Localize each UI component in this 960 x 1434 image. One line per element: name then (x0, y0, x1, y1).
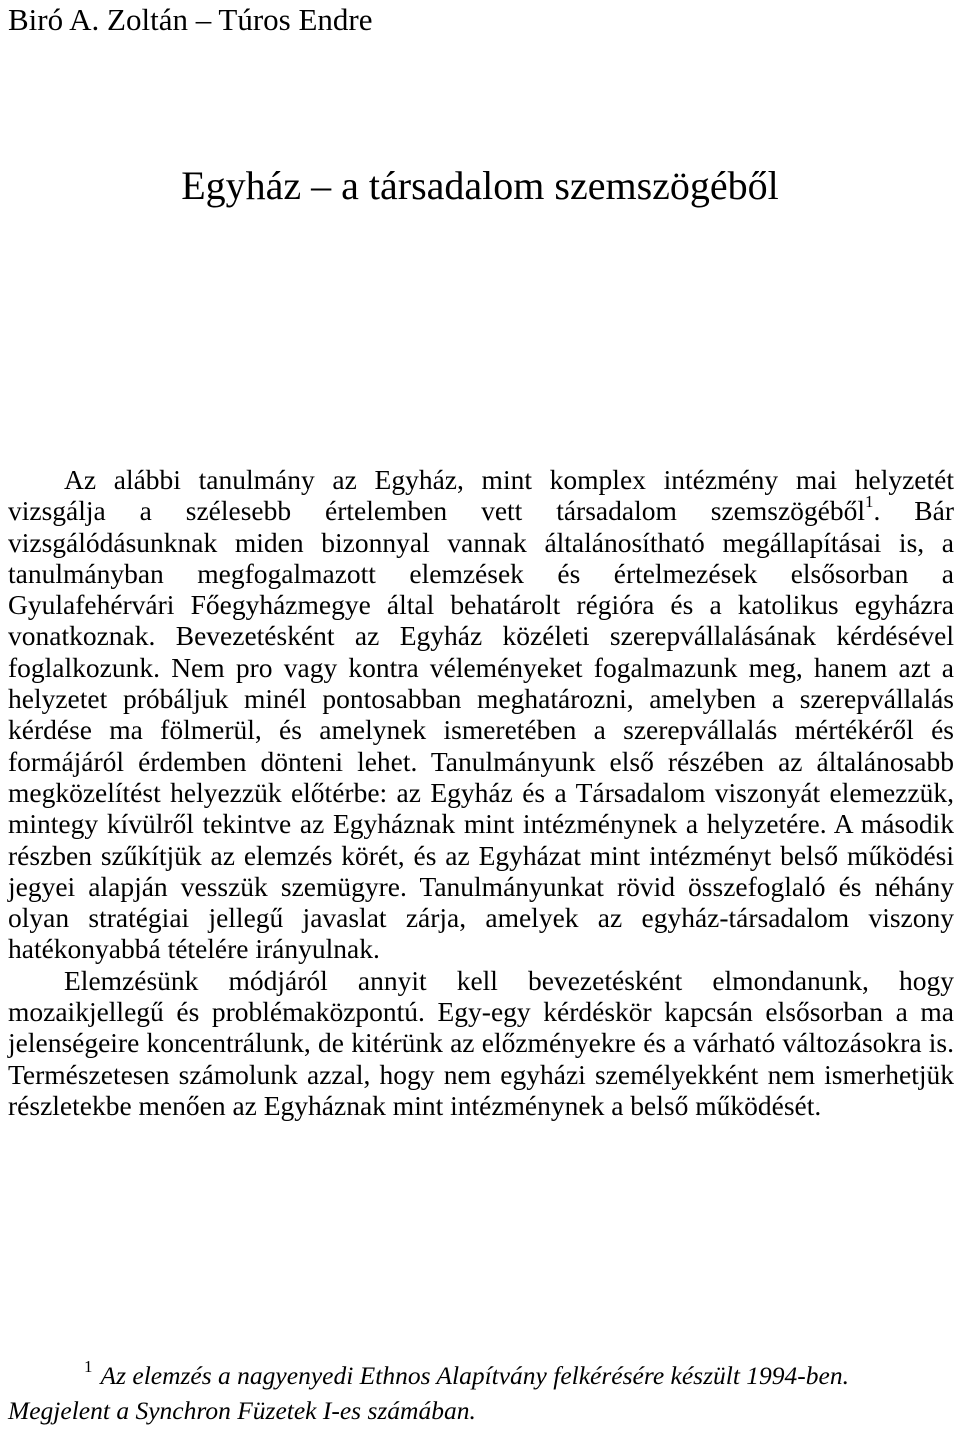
author-header: Biró A. Zoltán – Túros Endre (8, 2, 373, 37)
paragraph-1 (8, 464, 954, 965)
paragraph-1-text-end: . Bár vizsgálódásunknak miden bizonnyal vannak általánosítható megállapításai is, a tanulmányban megfogalmazott elemzések és értelmezések elsősorban a Gyulafehérvári Főegyházmegye által behatárolt régióra és a katolikus egyházra vonatkoznak. Bevezetésként az Egyház közéleti szerepvállalásának kérdésével foglalkozunk. Nem pro vagy kontra véleményeket fogalmazunk meg, hanem azt a helyzetet próbáljuk minél pontosabban meghatározni, amelyben a szerepvállalás kérdése ma fölmerül, és amelynek ismeretében a szerepvállalás mértékéről és formájáról érdemben dönteni lehet. Tanulmányunk első részében az általánosabb megközelítést helyezzük előtérbe: az Egyház és a Társadalom viszonyát elemezzük, mintegy kívülről tekintve az Egyháznak mint intézménynek a helyzetére. A második részben szűkítjük az elemzés körét, és az Egyházat mint intézményt belső működési jegyei alapján vesszük szemügyre. Tanulmányunkat rövid összefoglaló és néhány olyan stratégiai jellegű javaslat zárja, amelyek az egyház-társadalom viszony hatékonyabbá tételére irányulnak. (8, 495, 954, 965)
document-title: Egyház – a társadalom szemszögéből (181, 163, 779, 208)
footnote-number: 1 (84, 1357, 93, 1376)
body-text (8, 464, 954, 1121)
footnote (8, 1358, 954, 1428)
paragraph-2: Elemzésünk módjáról annyit kell bevezetésként elmondanunk, hogy mozaikjellegű és problémaközpontú. Egy-egy kérdéskör kapcsán elsősorban a ma jelenségeire koncentrálunk, de kitérünk az előzményekre és a várható változásokra is. Természetesen számolunk azzal, hogy nem egyházi személyekként nem ismerhetjük részletekbe menően az Egyháznak mint intézménynek a belső működését. (8, 964, 954, 1121)
footnote-reference: 1 (865, 492, 874, 512)
paragraph-1-text-start: Az alábbi tanulmány az Egyház, mint komplex intézmény mai helyzetét vizsgálja a szélesebb értelemben vett társadalom szemszögéből (8, 464, 954, 527)
footnote-text: Az elemzés a nagyenyedi Ethnos Alapítvány felkérésére készült 1994-ben. Megjelent a Synchron Füzetek I-es számában. (8, 1361, 849, 1425)
